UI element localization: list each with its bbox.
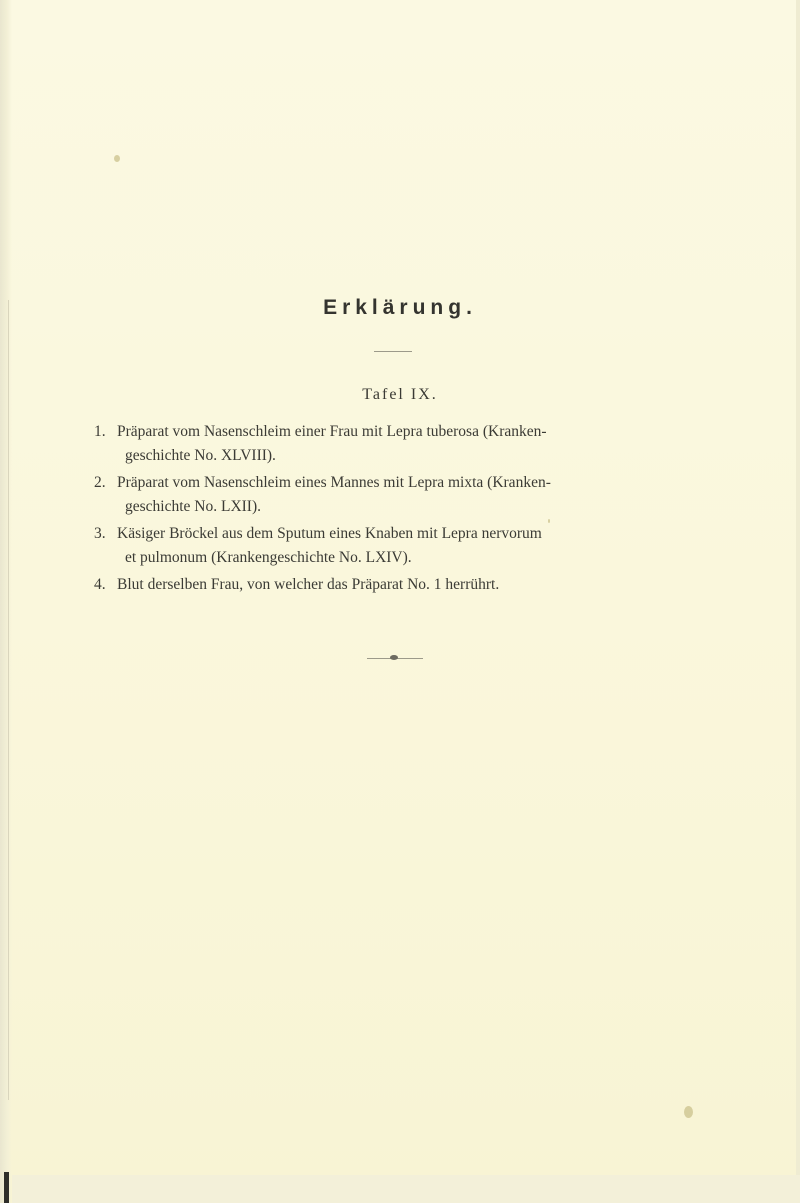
title-divider [374,351,412,352]
item-text: geschichte No. XLVIII). [125,446,276,464]
paper-spot [684,1106,693,1118]
item-text: Blut derselben Frau, von welcher das Präparat No. 1 herrührt. [117,576,500,593]
item-text: et pulmonum (Krankengeschichte No. LXIV). [125,548,412,566]
page-bottom-edge [12,1175,800,1203]
list-item [94,522,674,569]
page-title: Erklärung. [323,296,477,319]
item-text: Präparat vom Nasenschleim einer Frau mit Lepra tuberosa (Kranken- [117,423,547,440]
list-item [94,420,674,467]
plate-subtitle: Tafel IX. [362,386,438,403]
item-number: 1. [94,423,106,440]
paper-spot [114,155,120,162]
item-number: 3. [94,525,106,542]
explanation-list [94,420,674,601]
item-text: Käsiger Bröckel aus dem Sputum eines Knaben mit Lepra nervorum [117,525,542,542]
divider-ornament [390,655,398,660]
item-text: geschichte No. LXII). [125,497,262,515]
item-number: 4. [94,576,106,593]
binding-line [8,300,9,1100]
list-item [94,573,674,597]
item-number: 2. [94,474,106,491]
list-item [94,471,674,518]
binding-mark [4,1172,9,1203]
page-binding-edge [0,0,12,1203]
page-right-edge [796,0,800,1203]
item-text: Präparat vom Nasenschleim eines Mannes mit Lepra mixta (Kranken- [117,474,551,491]
